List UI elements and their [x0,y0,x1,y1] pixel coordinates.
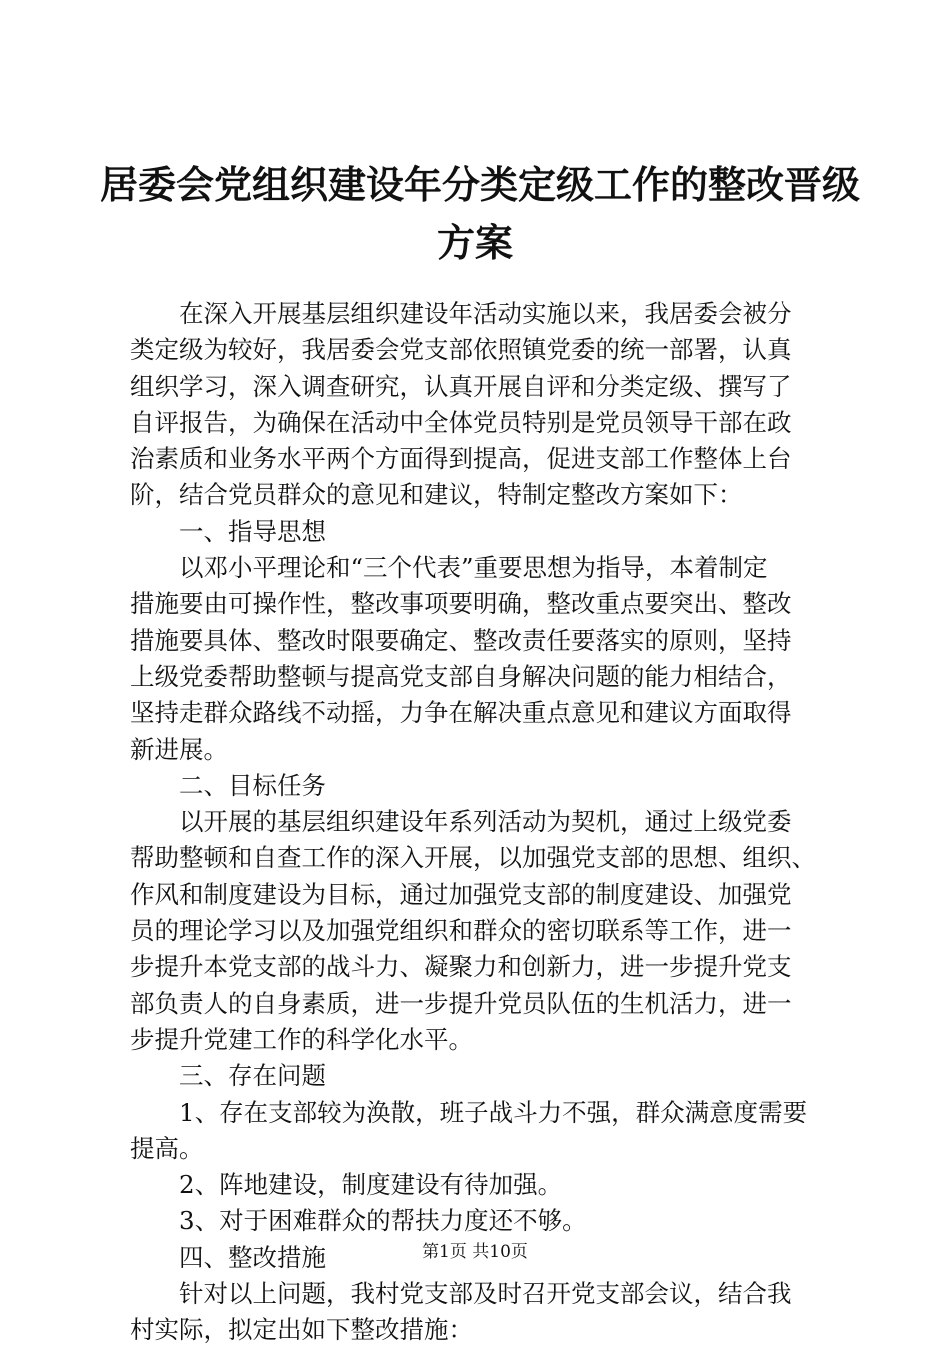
body-line: 三、存在问题 [179,1061,326,1091]
body-line: 四、整改措施 [179,1242,326,1272]
body-line: 自评报告，为确保在活动中全体党员特别是党员领导干部在政 [130,407,792,437]
body-line: 组织学习，深入调查研究，认真开展自评和分类定级、撰写了 [130,371,792,401]
document-title-line-2: 方案 [436,220,513,265]
body-line: 阶，结合党员群众的意见和建议，特制定整改方案如下： [130,480,743,510]
body-line: 上级党委帮助整顿与提高党支部自身解决问题的能力相结合， [130,661,792,691]
body-line: 二、目标任务 [179,770,326,800]
body-line: 治素质和业务水平两个方面得到提高，促进支部工作整体上台 [130,444,792,474]
body-line: 以开展的基层组织建设年系列活动为契机，通过上级党委 [179,807,792,837]
body-line: 一、指导思想 [179,516,326,546]
body-line: 1、存在支部较为涣散，班子战斗力不强，群众满意度需要 [179,1097,808,1127]
body-line: 员的理论学习以及加强党组织和群众的密切联系等工作，进一 [130,916,792,946]
body-line: 2、阵地建设，制度建设有待加强。 [179,1170,563,1200]
body-line: 坚持走群众路线不动摇，力争在解决重点意见和建议方面取得 [130,698,792,728]
page-footer: 第1页 共10页 [422,1242,528,1262]
body-line: 新进展。 [130,734,228,764]
body-line: 类定级为较好，我居委会党支部依照镇党委的统一部署，认真 [130,335,792,365]
body-line: 3、对于困难群众的帮扶力度还不够。 [179,1206,587,1236]
body-line: 措施要由可操作性，整改事项要明确，整改重点要突出、整改 [130,589,792,619]
body-line: 在深入开展基层组织建设年活动实施以来，我居委会被分 [179,299,792,328]
body-line: 步提升党建工作的科学化水平。 [130,1024,473,1054]
body-line: 步提升本党支部的战斗力、凝聚力和创新力，进一步提升党支 [130,952,792,982]
document-body [130,296,830,1349]
body-line: 以邓小平理论和“三个代表”重要思想为指导，本着制定 [179,553,768,583]
body-line: 作风和制度建设为目标，通过加强党支部的制度建设、加强党 [130,879,792,909]
body-line: 提高。 [130,1133,204,1163]
body-line: 村实际，拟定出如下整改措施： [130,1315,473,1345]
body-line: 措施要具体、整改时限要确定、整改责任要落实的原则，坚持 [130,625,792,655]
body-line: 针对以上问题，我村党支部及时召开党支部会议，结合我 [179,1279,792,1309]
body-line: 部负责人的自身素质，进一步提升党员队伍的生机活力，进一 [130,988,792,1018]
document-title-line-1: 居委会党组织建设年分类定级工作的整改晋级 [100,162,861,207]
body-line: 帮助整顿和自查工作的深入开展，以加强党支部的思想、组织、 [130,843,816,873]
